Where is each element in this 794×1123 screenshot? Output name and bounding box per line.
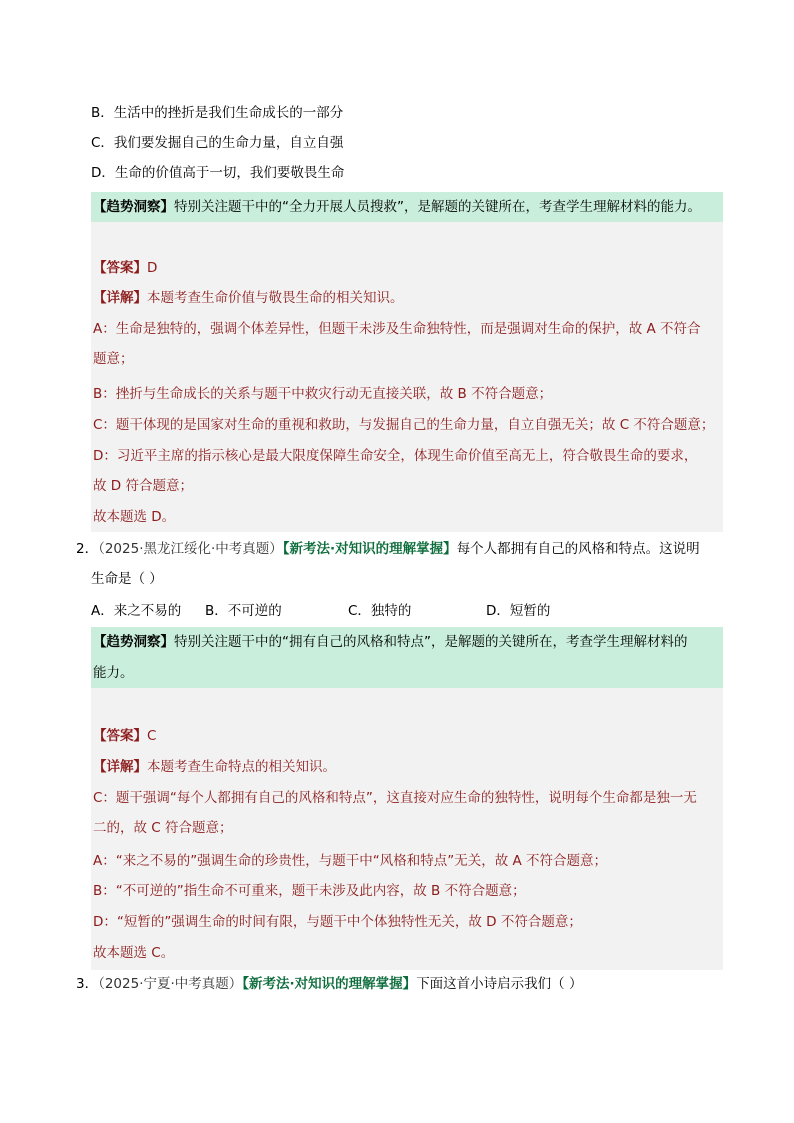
question-source: （2025·黑龙江绥化·中考真题） [98, 541, 283, 557]
answer-line [93, 258, 157, 278]
trend-insight-box [91, 192, 723, 222]
answer-tag: 【答案】 [93, 260, 147, 276]
question-2-stem [76, 539, 700, 559]
detail-tag: 【详解】 [93, 290, 147, 306]
question-number: 2． [76, 541, 99, 557]
question-source: （2025·宁夏·中考真题） [98, 976, 243, 992]
detail-text-line: 故本题选 D。 [93, 509, 176, 525]
detail-text-line: D：“短暂的”强调生命的时间有限，与题干中个体独特性无关，故 D 不符合题意； [93, 914, 582, 930]
answer-line [93, 726, 156, 746]
detail-text-line: 题意； [93, 351, 134, 367]
trend-insight-box [91, 627, 723, 688]
answer-value: C [147, 728, 157, 744]
detail-text-line: A：“来之不易的”强调生命的珍贵性，与题干中“风格和特点”无关，故 A 不符合题意； [93, 853, 608, 869]
question-number: 3． [76, 976, 99, 992]
option-b: B．不可逆的 [205, 603, 282, 619]
option-a: A．来之不易的 [91, 603, 182, 619]
option-d: D．短暂的 [486, 603, 551, 619]
detail-text-line: B：挫折与生命成长的关系与题干中救灾行动无直接关联，故 B 不符合题意； [93, 386, 553, 402]
question-stem: 下面这首小诗启示我们（ ） [416, 976, 583, 992]
answer-tag: 【答案】 [93, 728, 147, 744]
detail-text-line: 二的，故 C 符合题意； [93, 820, 233, 836]
answer-value: D [147, 260, 158, 276]
detail-text-line: B：“不可逆的”指生命不可重来，题干未涉及此内容，故 B 不符合题意； [93, 883, 526, 899]
answer-box [91, 222, 723, 532]
detail-intro: 本题考查生命价值与敬畏生命的相关知识。 [147, 290, 404, 306]
trend-text: 特别关注题干中的“全力开展人员搜救”，是解题的关键所在，考查学生理解材料的能力。 [174, 199, 701, 215]
detail-text-line: 故 D 符合题意； [93, 478, 193, 494]
question-stem: 每个人都拥有自己的风格和特点。这说明 [456, 541, 700, 557]
detail-text-line: C：题干体现的是国家对生命的重视和救助，与发掘自己的生命力量，自立自强无关；故 C 不符合题意； [93, 417, 715, 433]
detail-line [93, 288, 404, 308]
question-3-stem [76, 974, 582, 994]
option-c: C．独特的 [348, 603, 412, 619]
detail-text-line: C：题干强调“每个人都拥有自己的风格和特点”，这直接对应生命的独特性，说明每个生命都是独一无 [93, 790, 697, 806]
trend-tag: 【趋势洞察】 [93, 634, 174, 650]
option-c: C．我们要发掘自己的生命力量，自立自强 [91, 135, 344, 151]
detail-text-line: D：习近平主席的指示核心是最大限度保障生命安全，体现生命价值至高无上，符合敬畏生命的要求， [93, 448, 698, 464]
trend-tag: 【趋势洞察】 [93, 199, 174, 215]
answer-box [91, 688, 723, 970]
question-stem-cont: 生命是（ ） [91, 571, 163, 587]
detail-text-line: 故本题选 C。 [93, 945, 175, 961]
question-keyword: 【新考法·对知识的理解掌握】 [242, 976, 417, 992]
question-keyword: 【新考法·对知识的理解掌握】 [282, 541, 457, 557]
option-d: D．生命的价值高于一切，我们要敬畏生命 [91, 165, 345, 181]
detail-text-line: A：生命是独特的，强调个体差异性，但题干未涉及生命独特性，而是强调对生命的保护，故 A 不符合 [93, 321, 701, 337]
detail-line [93, 757, 336, 777]
trend-text-cont: 能力。 [93, 665, 134, 681]
option-b: B．生活中的挫折是我们生命成长的一部分 [91, 105, 344, 121]
detail-tag: 【详解】 [93, 759, 147, 775]
detail-intro: 本题考查生命特点的相关知识。 [147, 759, 336, 775]
trend-text: 特别关注题干中的“拥有自己的风格和特点”，是解题的关键所在，考查学生理解材料的 [174, 634, 688, 650]
